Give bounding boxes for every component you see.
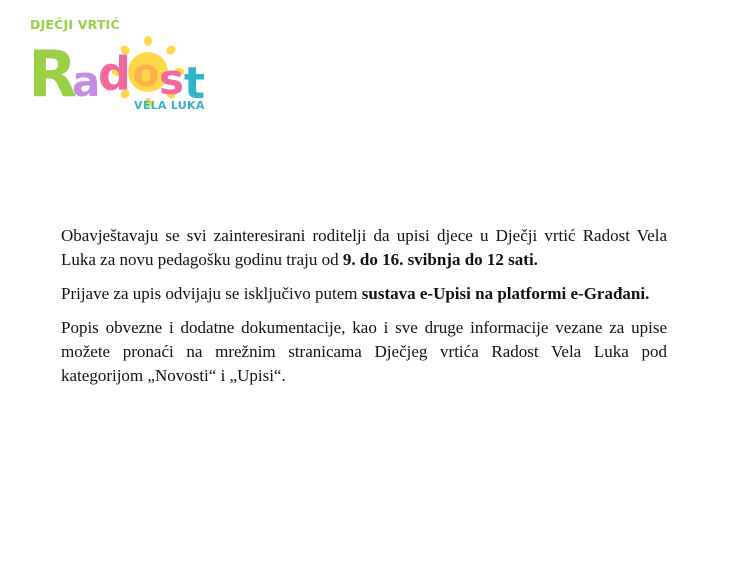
enrollment-dates: 9. do 16. svibnja do 12 sati. bbox=[342, 250, 538, 269]
documentation-text: Popis obvezne i dodatne dokumentacije, kao i sve druge informacije vezane za upise možete pronaći na mrežnim stranicama Dječjeg vrtića Radost Vela Luka pod kategorijom „Novosti“ i „Upisi“. bbox=[61, 318, 667, 385]
notice-paragraph-documentation bbox=[61, 316, 667, 388]
logo-top-text: DJEČJI VRTIĆ bbox=[30, 17, 120, 32]
notice-paragraph-platform bbox=[61, 282, 667, 306]
notice-intro-text: Obavještavaju se svi zainteresirani roditelji da upisi djece u Dječji vrtić Radost Vela Luka za novu pedagošku godinu traju od bbox=[61, 226, 667, 269]
notice-paragraph-dates bbox=[61, 224, 667, 272]
logo-letter-a: a bbox=[72, 57, 101, 106]
logo-letter-o: o bbox=[133, 51, 160, 95]
logo-letter-t: t bbox=[184, 58, 206, 109]
logo-bottom-text: VELA LUKA bbox=[134, 99, 205, 112]
enrollment-notice bbox=[61, 224, 667, 398]
logo-letter-s: s bbox=[159, 55, 184, 104]
logo-letter-r: R bbox=[28, 38, 78, 112]
application-text: Prijave za upis odvijaju se isključivo putem bbox=[61, 284, 362, 303]
platform-name: sustava e-Upisi na platformi e-Građani. bbox=[361, 284, 650, 303]
logo-letter-d: d bbox=[98, 47, 131, 101]
kindergarten-logo bbox=[28, 14, 213, 118]
